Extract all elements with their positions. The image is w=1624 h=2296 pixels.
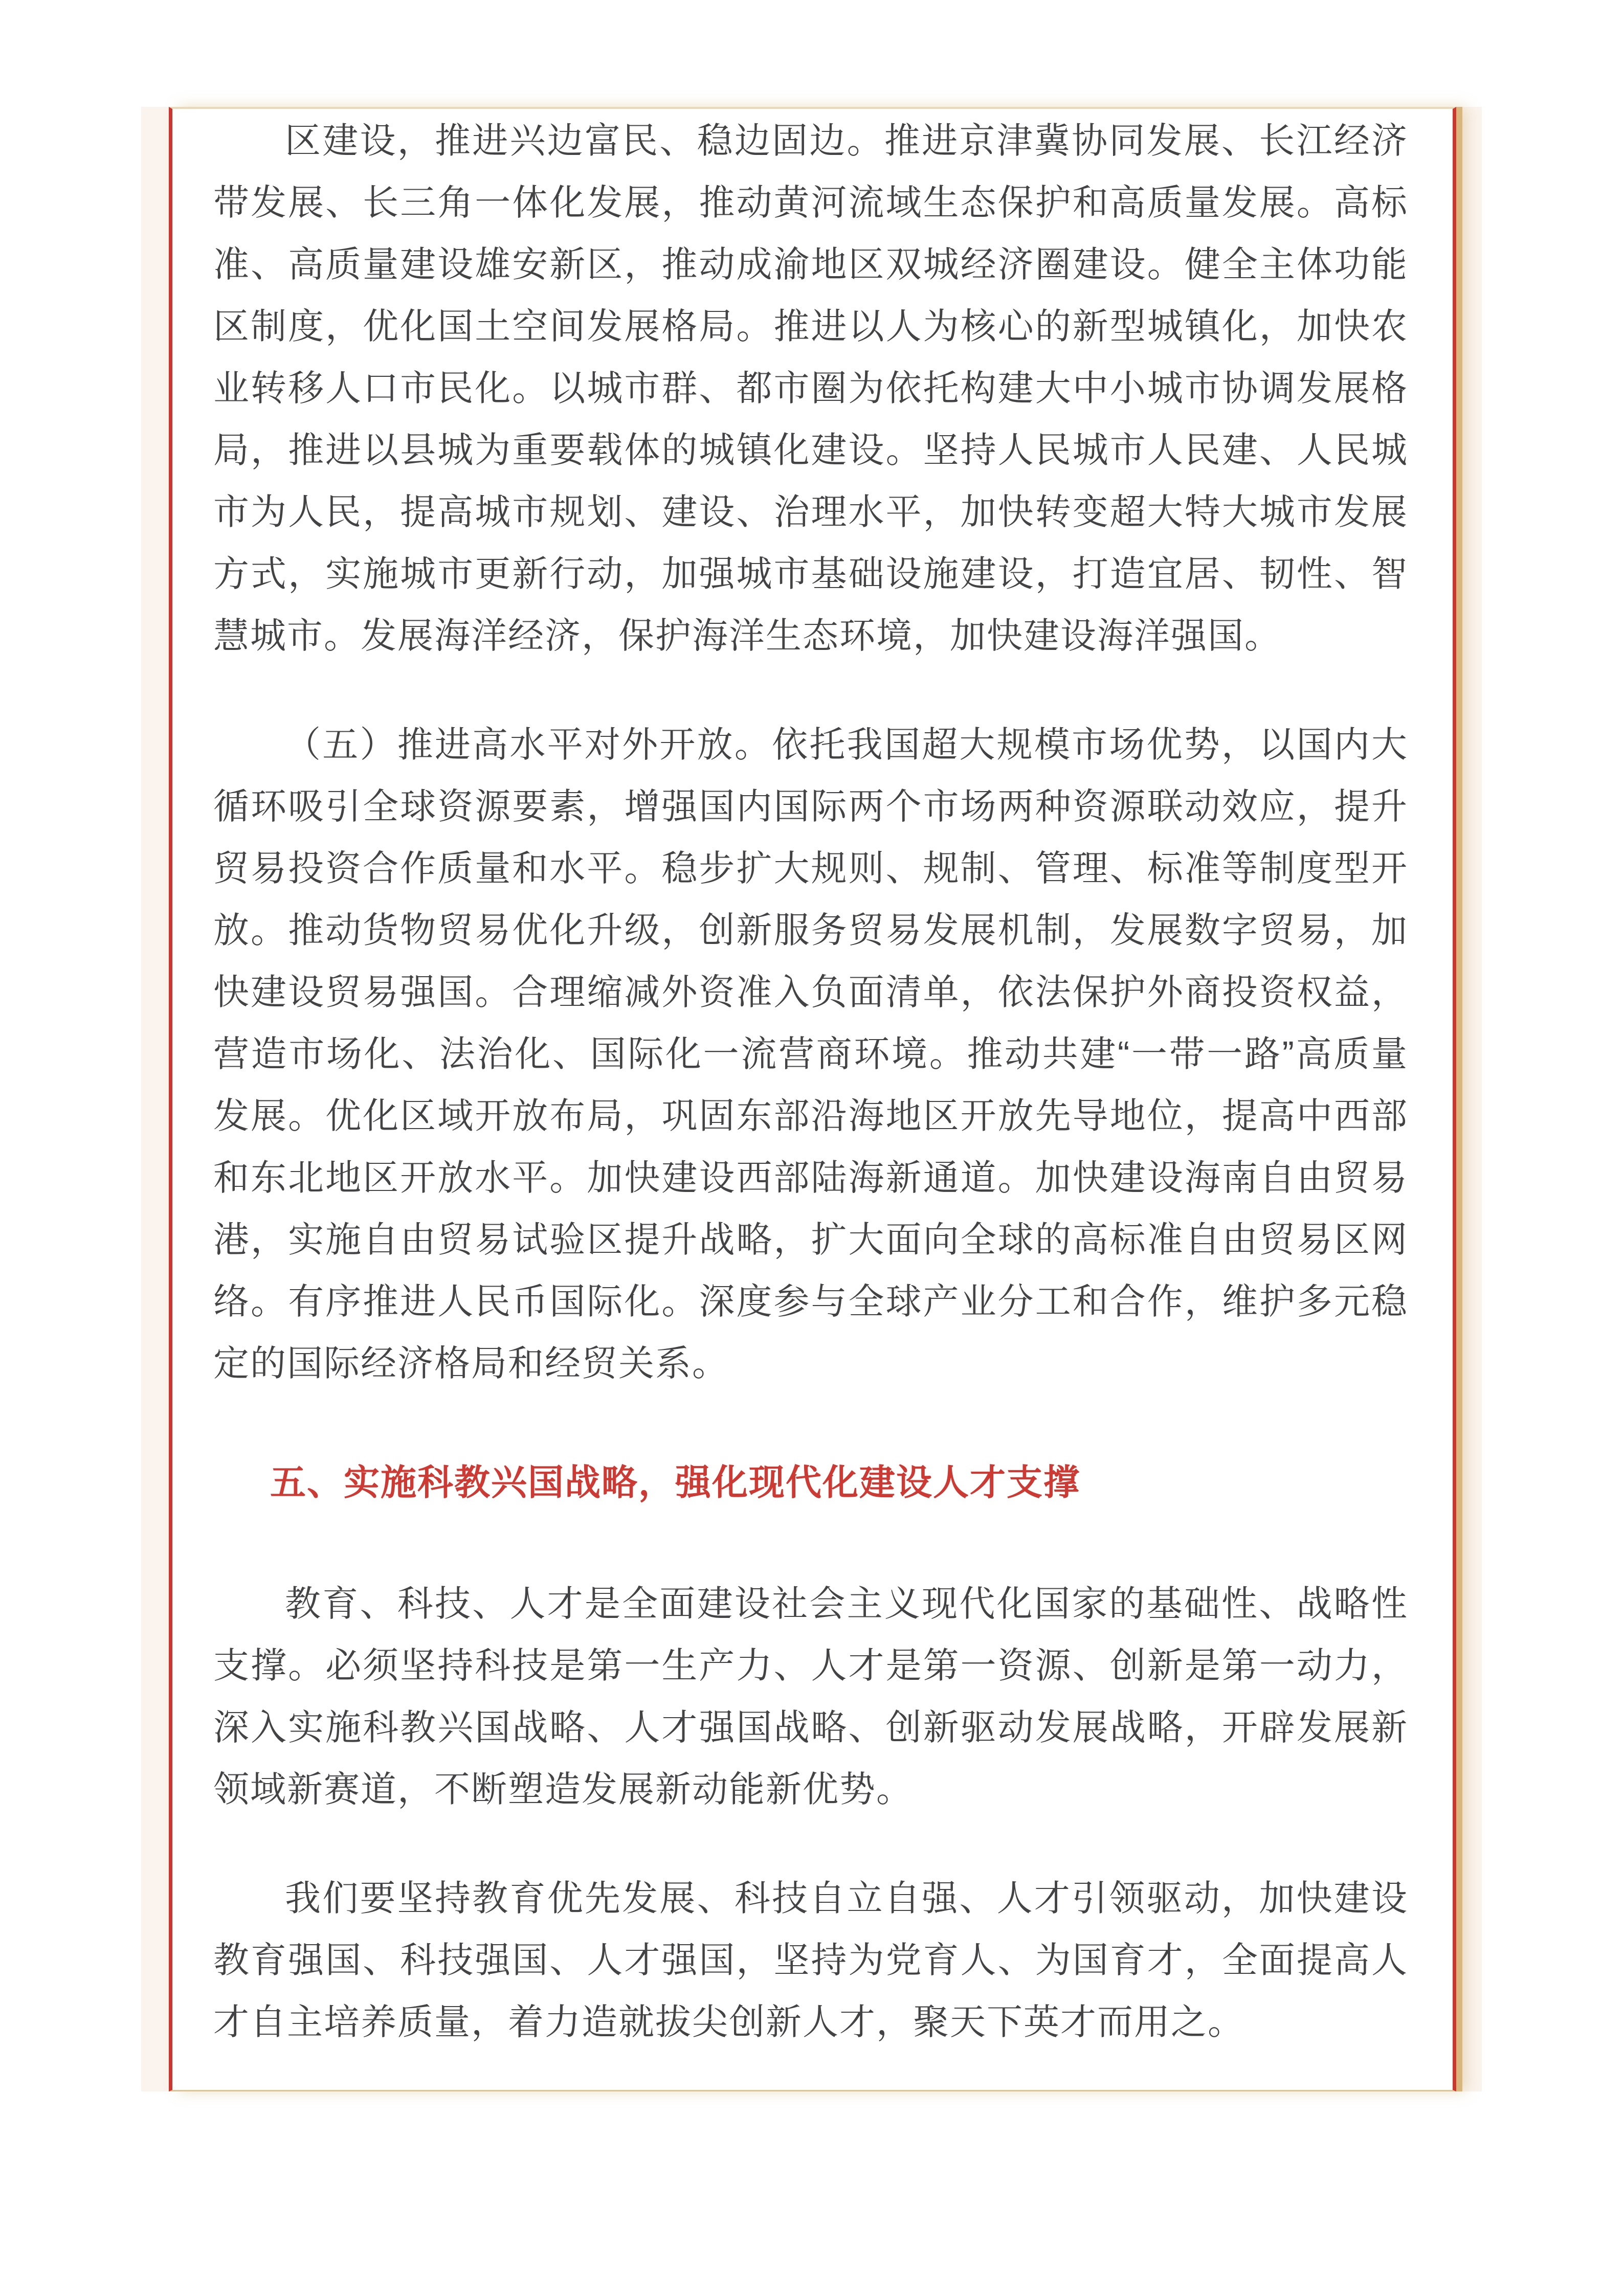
paragraph-talent-cultivation: 我们要坚持教育优先发展、科技自立自强、人才引领驱动，加快建设教育强国、科技强国、人才强国，坚持为党育人、为国育才，全面提高人才自主培养质量，着力造就拔尖创新人才，聚天下英才而用之。 — [213, 1878, 1408, 2042]
article-band — [141, 107, 1482, 2091]
article-card — [169, 107, 1456, 2091]
section-heading-five: 五、实施科教兴国战略，强化现代化建设人才支撑 — [270, 1462, 1080, 1502]
paragraph-opening-up: （五）推进高水平对外开放。依托我国超大规模市场优势，以国内大循环吸引全球资源要素，增强国内国际两个市场两种资源联动效应，提升贸易投资合作质量和水平。稳步扩大规则、规制、管理、标准等制度型开放。推动货物贸易优化升级，创新服务贸易发展机制，发展数字贸易，加快建设贸易强国。合理缩减外资准入负面清单，依法保护外商投资权益，营造市场化、法治化、国际化一流营商环境。推动共建“一带一路”高质量发展。优化区域开放布局，巩固东部沿海地区开放先导地位，提高中西部和东北地区开放水平。加快建设西部陆海新通道。加快建设海南自由贸易港，实施自由贸易试验区提升战略，扩大面向全球的高标准自由贸易区网络。有序推进人民币国际化。深度参与全球产业分工和合作，维护多元稳定的国际经济格局和经贸关系。 — [213, 725, 1408, 1383]
paragraph-regional-development: 区建设，推进兴边富民、稳边固边。推进京津冀协同发展、长江经济带发展、长三角一体化发展，推动黄河流域生态保护和高质量发展。高标准、高质量建设雄安新区，推动成渝地区双城经济圈建设。健全主体功能区制度，优化国土空间发展格局。推进以人为核心的新型城镇化，加快农业转移人口市民化。以城市群、都市圈为依托构建大中小城市协调发展格局，推进以县城为重要载体的城镇化建设。坚持人民城市人民建、人民城市为人民，提高城市规划、建设、治理水平，加快转变超大特大城市发展方式，实施城市更新行动，加强城市基础设施建设，打造宜居、韧性、智慧城市。发展海洋经济，保护海洋生态环境，加快建设海洋强国。 — [213, 121, 1408, 656]
paragraph-education-science-talent: 教育、科技、人才是全面建设社会主义现代化国家的基础性、战略性支撑。必须坚持科技是第一生产力、人才是第一资源、创新是第一动力，深入实施科教兴国战略、人才强国战略、创新驱动发展战略，开辟发展新领域新赛道，不断塑造发展新动能新优势。 — [213, 1584, 1408, 1809]
